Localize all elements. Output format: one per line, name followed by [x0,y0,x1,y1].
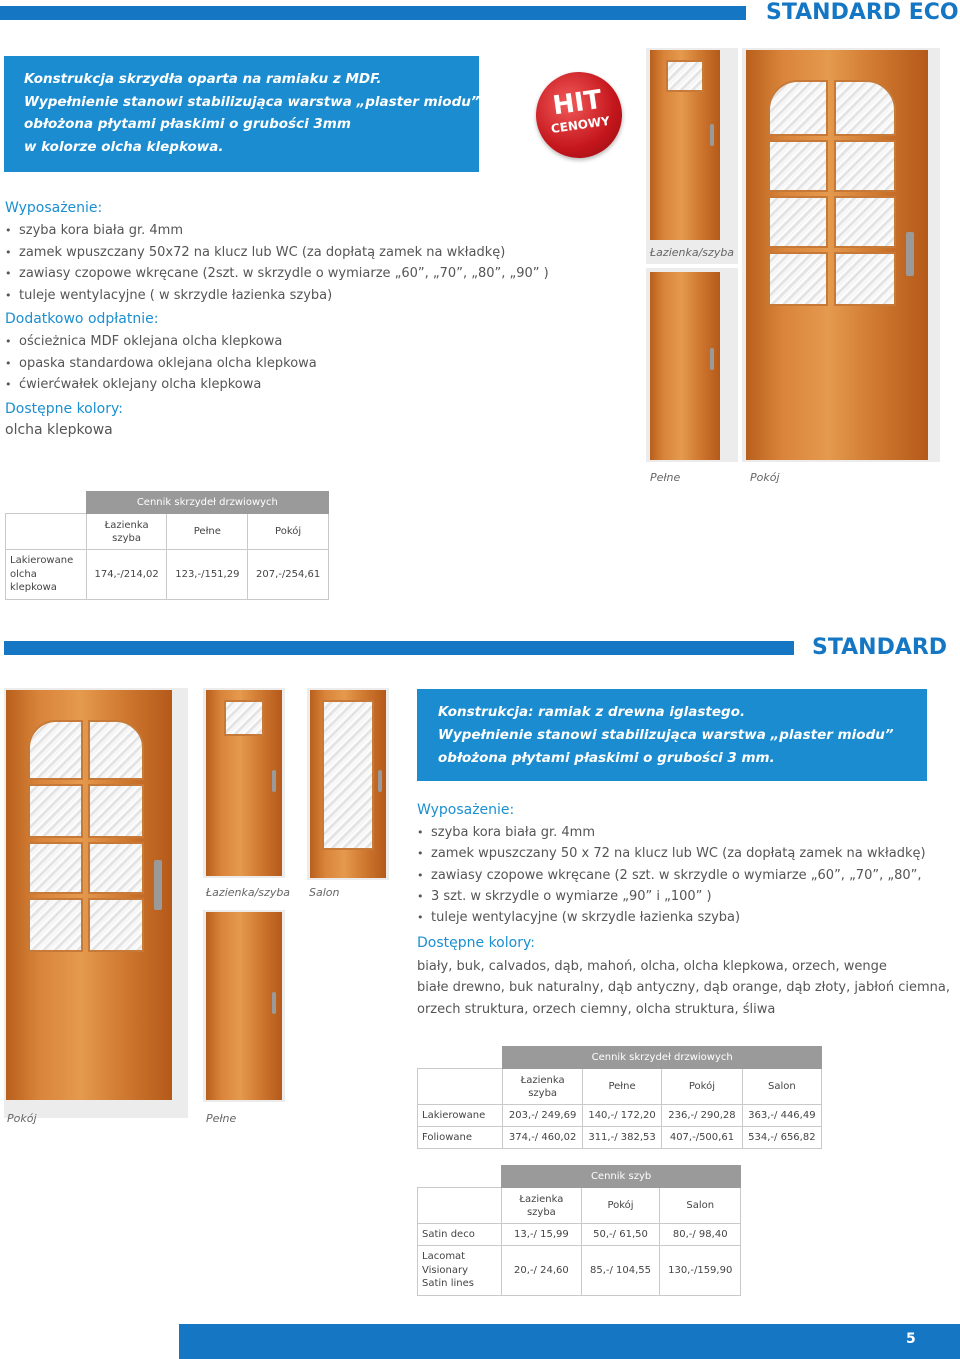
caption-pokoj: Pokój [750,471,780,484]
header-bar [0,6,746,20]
door-handle [378,770,382,792]
door-image-pokoj-standard [6,690,172,1100]
glass-col-header: Pokój [581,1188,660,1224]
eco-col-header: Łazienka szyba [86,514,167,550]
eco-colors-value: olcha klepkowa [5,422,113,438]
standard-equipment-item: • zamek wpuszczany 50 x 72 na klucz lub WC (za dopłatą zamek na wkładkę) [417,843,926,864]
door-glass-pane [834,140,896,192]
door-glass-pane [88,898,144,952]
page-title-standard: STANDARD [812,635,948,660]
door-glass-pane [88,842,144,894]
door-glass-pane [28,898,83,952]
caption-pelne: Pełne [650,471,681,484]
glass-price-cell: 80,-/ 98,40 [660,1224,741,1246]
eco-extra-item: • ościeżnica MDF oklejana olcha klepkowa [5,331,317,353]
standard-equipment-heading: Wyposażenie: [417,802,515,818]
door-image-salon [310,690,386,878]
standard-price-cell: 236,-/ 290,28 [662,1105,743,1127]
door-handle [710,348,714,370]
door-glass-pane [666,60,704,92]
eco-construction-line: obłożona płytami płaskimi o grubości 3mm [24,116,351,132]
door-glass-pane [768,252,828,306]
standard-colors-heading: Dostępne kolory: [417,935,535,951]
door-glass-pane [834,196,896,248]
standard-price-cell: 311,-/ 382,53 [582,1127,661,1149]
standard-price-cell: 534,-/ 656,82 [742,1127,821,1149]
eco-price-table [5,491,329,600]
caption-lazienka-szyba: Łazienka/szyba [650,246,735,259]
glass-col-header: Salon [660,1188,741,1224]
door-glass-pane [322,700,374,850]
standard-colors-list [417,956,950,1020]
door-handle [710,124,714,146]
glass-price-cell: 50,-/ 61,50 [581,1224,660,1246]
eco-equipment-item: • szyba kora biała gr. 4mm [5,220,549,242]
caption-pokoj-standard: Pokój [7,1112,37,1125]
door-glass-pane [28,720,83,780]
caption-lazienka-szyba-standard: Łazienka/szyba [206,886,291,899]
badge-line-1: HIT [550,84,604,122]
eco-equipment-item: • zamek wpuszczany 50x72 na klucz lub WC (za dopłatą zamek na wkładkę) [5,242,549,264]
eco-construction-line: Konstrukcja skrzydła oparta na ramiaku z MDF. [24,71,382,87]
standard-price-table [417,1046,822,1149]
eco-price-cell: 123,-/151,29 [167,550,248,600]
door-handle [906,232,914,276]
eco-extra-item: • opaska standardowa oklejana olcha klepkowa [5,353,317,375]
eco-extra-item: • ćwierćwałek oklejany olcha klepkowa [5,374,317,396]
eco-construction-line: Wypełnienie stanowi stabilizująca warstwa „plaster miodu” [24,93,480,110]
standard-colors-line: białe drewno, buk naturalny, dąb antyczny, dąb orange, dąb złoty, jabłoń ciemna, [417,980,950,996]
glass-price-table [417,1165,741,1296]
standard-row-label: Foliowane [418,1127,503,1149]
standard-colors-line: orzech struktura, orzech ciemny, olcha struktura, śliwa [417,1001,776,1017]
page-title-eco: STANDARD ECO [766,0,959,25]
standard-equipment-item: • szyba kora biała gr. 4mm [417,822,926,843]
glass-price-cell: 85,-/ 104,55 [581,1246,660,1296]
eco-extras-heading: Dodatkowo odpłatnie: [5,311,159,327]
eco-price-cell: 174,-/214,02 [86,550,167,600]
door-image-pelne [650,272,720,460]
standard-price-cell: 374,-/ 460,02 [503,1127,583,1149]
eco-equipment-list [5,220,549,306]
eco-construction-box [4,56,479,172]
door-image-lazienka-standard [206,690,282,876]
standard-construction-line: Wypełnienie stanowi stabilizująca warstwa „plaster miodu” [438,727,894,743]
door-glass-pane [28,842,83,894]
eco-equipment-item: • zawiasy czopowe wkręcane (2szt. w skrzydle o wymiarze „60”, „70”, „80”, „90” ) [5,263,549,285]
door-glass-pane [834,252,896,306]
page-number: 5 [906,1331,916,1347]
door-glass-pane [768,80,828,136]
standard-equipment-list [417,822,926,928]
door-glass-pane [768,196,828,248]
standard-col-header: Salon [742,1069,821,1105]
standard-col-header: Łazienka szyba [503,1069,583,1105]
door-handle [272,770,276,792]
standard-equipment-item-continued: • 3 szt. w skrzydle o wymiarze „90” i „100” ) [417,886,926,907]
standard-col-header: Pokój [662,1069,743,1105]
standard-table-title: Cennik skrzydeł drzwiowych [503,1047,822,1069]
glass-price-cell: 20,-/ 24,60 [502,1246,581,1296]
standard-price-cell: 140,-/ 172,20 [582,1105,661,1127]
caption-salon: Salon [309,886,340,899]
standard-equipment-item: • tuleje wentylacyjne (w skrzydle łazienka szyba) [417,907,926,928]
door-glass-pane [834,80,896,136]
hit-cenowy-badge [530,66,627,163]
glass-row-label: Lacomat Visionary Satin lines [418,1246,502,1296]
eco-price-cell: 207,-/254,61 [248,550,329,600]
eco-row-label: Lakierowane olcha klepkowa [6,550,87,600]
glass-table-title: Cennik szyb [502,1166,741,1188]
eco-equipment-heading: Wyposażenie: [5,200,103,216]
standard-colors-line: biały, buk, calvados, dąb, mahoń, olcha, olcha klepkowa, orzech, wenge [417,959,887,974]
standard-col-header: Pełne [582,1069,661,1105]
standard-equipment-item: • zawiasy czopowe wkręcane (2 szt. w skrzydle o wymiarze „60”, „70”, „80”, [417,865,926,886]
glass-col-header: Łazienka szyba [502,1188,581,1224]
door-image-pokoj [746,50,928,460]
eco-col-header: Pokój [248,514,329,550]
eco-table-title: Cennik skrzydeł drzwiowych [86,492,328,514]
eco-extras-list [5,331,317,396]
standard-price-cell: 407,-/500,61 [662,1127,743,1149]
door-image-pelne-standard [206,912,282,1100]
standard-construction-line: Konstrukcja: ramiak z drewna iglastego. [438,704,746,720]
door-image-lazienka [650,50,720,240]
door-glass-pane [88,720,144,780]
eco-col-header: Pełne [167,514,248,550]
footer-bar [179,1324,960,1359]
glass-price-cell: 13,-/ 15,99 [502,1224,581,1246]
standard-price-cell: 363,-/ 446,49 [742,1105,821,1127]
standard-construction-line: obłożona płytami płaskimi o grubości 3 mm. [438,750,775,766]
caption-pelne-standard: Pełne [206,1112,237,1125]
eco-equipment-item: • tuleje wentylacyjne ( w skrzydle łazienka szyba) [5,285,549,307]
door-handle [272,992,276,1014]
standard-row-label: Lakierowane [418,1105,503,1127]
standard-price-cell: 203,-/ 249,69 [503,1105,583,1127]
standard-construction-box [417,689,927,781]
glass-price-cell: 130,-/159,90 [660,1246,741,1296]
glass-row-label: Satin deco [418,1224,502,1246]
door-glass-pane [768,140,828,192]
badge-line-2: CENOWY [550,113,611,136]
eco-colors-heading: Dostępne kolory: [5,401,123,417]
door-handle [154,860,162,910]
door-glass-pane [28,784,83,838]
standard-header-bar [4,641,794,655]
door-glass-pane [88,784,144,838]
eco-construction-line: w kolorze olcha klepkowa. [24,138,224,155]
door-glass-pane [224,700,264,736]
